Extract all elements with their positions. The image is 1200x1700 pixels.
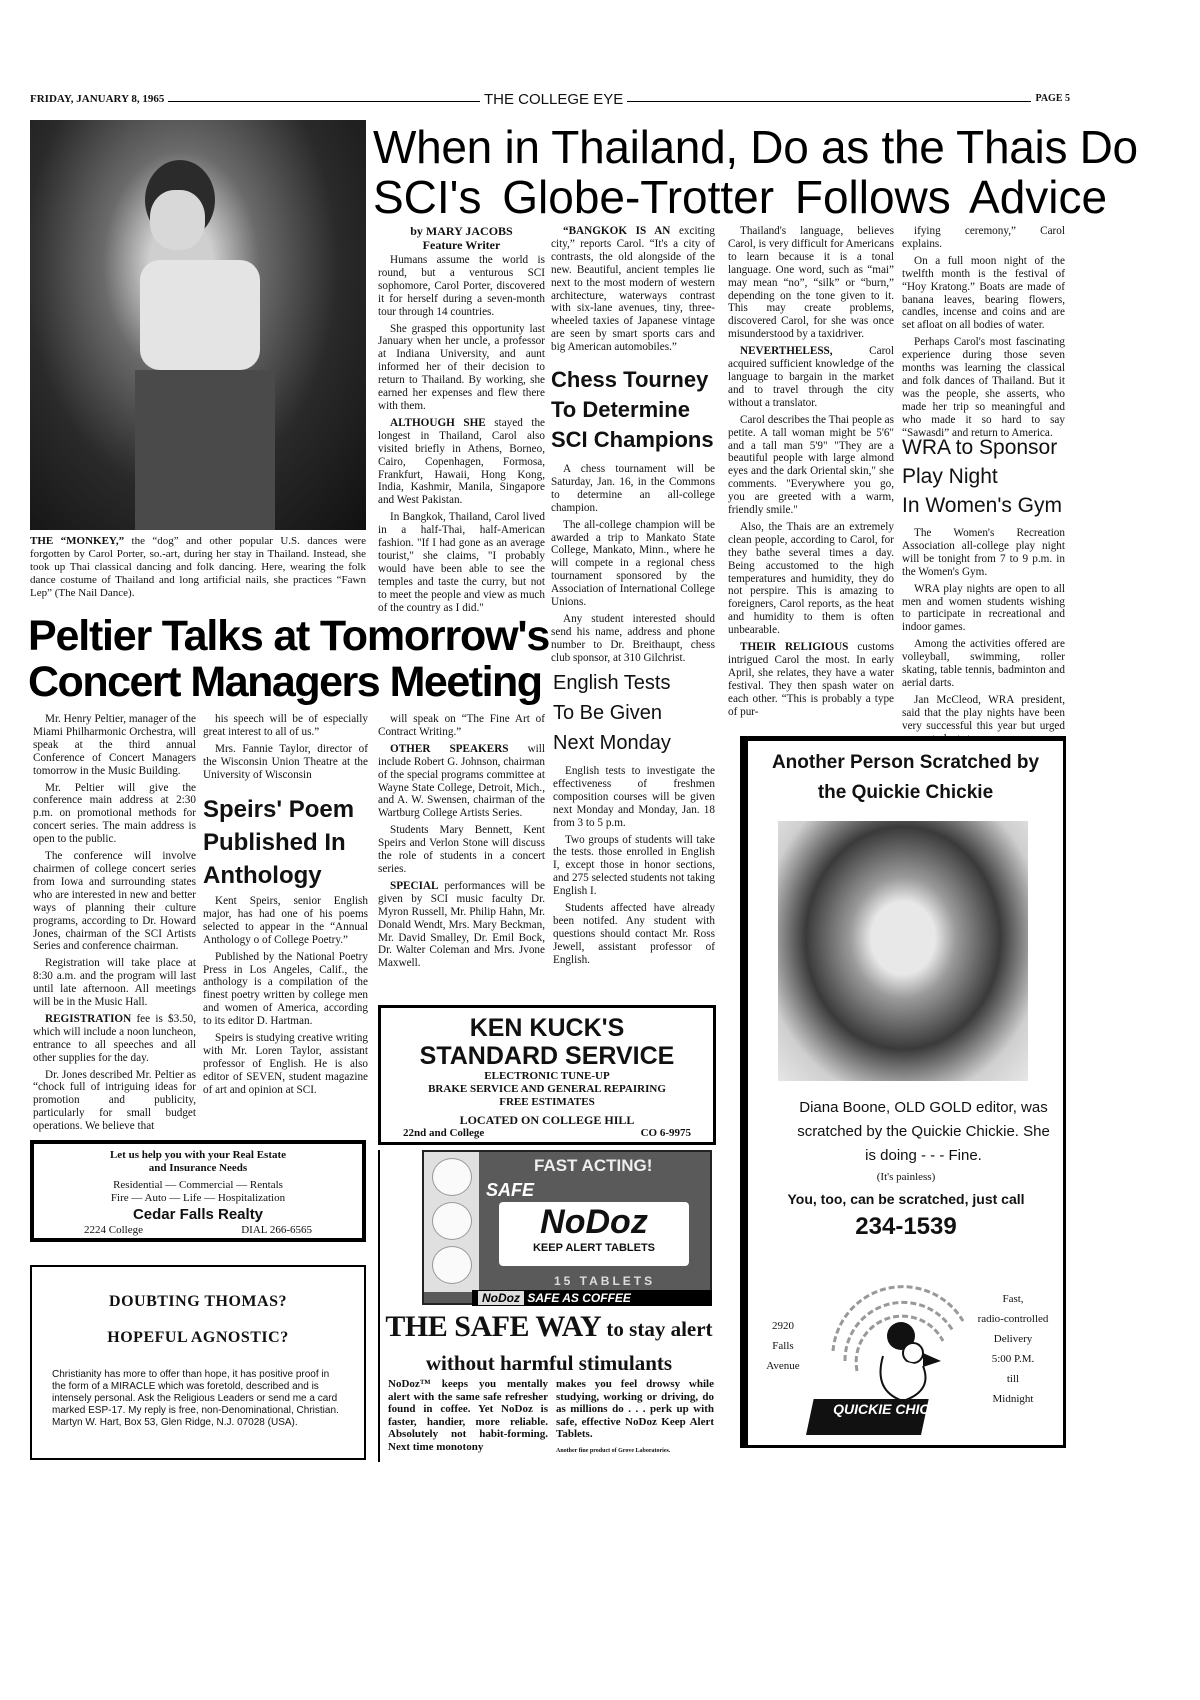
paragraph — [378, 417, 545, 507]
headline-line-2: without harmful stimulants — [425, 1351, 673, 1375]
article-body — [378, 254, 545, 614]
ad-body: Christianity has more to offer than hope, it has positive proof in the form of a MIRACLE which was foretold, described and is intensely personal. Ask the Religious Leaders or send me a card marked ESP-17. My reply is free, non-Denominational, Christian. Martyn W. Hart, Box 53, Glen Ridge, N.J. 07028 (USA). — [52, 1369, 339, 1428]
article-body — [902, 527, 1065, 746]
paragraph-text: Students Mary Bennett, Kent Speirs and Verlon Stone will discuss the role of students in a concert series. — [378, 824, 545, 875]
paragraph-text: ifying ceremony,” Carol explains. — [902, 225, 1065, 250]
delivery-line: 5:00 P.M. — [991, 1353, 1035, 1365]
fast-acting: FAST ACTING! — [534, 1156, 653, 1175]
paragraph-text: his speech will be of especially great interest to all of us.” — [203, 713, 368, 738]
address-line: Falls — [772, 1340, 794, 1352]
paragraph — [728, 641, 894, 718]
nodoz-small-brand: NoDoz — [478, 1291, 524, 1305]
paragraph — [33, 713, 196, 778]
paragraph-text: Kent Speirs, senior English major, has had one of his poems selected to appear in the “Annual Anthology o of College Poetry.” — [203, 895, 368, 946]
byline-role: Feature Writer — [422, 238, 501, 252]
paragraph — [203, 713, 368, 739]
logo-text: QUICKIE CHICKIE — [833, 1401, 953, 1417]
paragraph — [551, 519, 715, 609]
english-headline-line: English Tests — [553, 672, 671, 694]
paragraph-text: WRA play nights are open to all men and women students wishing to participate in recreational and indoor games. — [902, 582, 1065, 634]
ad-business-name: Cedar Falls Realty — [132, 1206, 264, 1223]
issue-date: FRIDAY, JANUARY 8, 1965 — [30, 93, 168, 105]
nodoz-package — [422, 1150, 712, 1305]
paragraph-text: On a full moon night of the twelfth month is the festival of “Hoy Kratong.” Boats are made of banana leaves, bearing flowers, candles, incense and coins and are set afloat on all bodies of water. — [902, 254, 1065, 332]
english-headline-line: Next Monday — [553, 732, 671, 754]
paragraph — [378, 254, 545, 319]
paragraph — [203, 743, 368, 782]
paragraph — [553, 834, 715, 899]
paragraph-text: will include Robert G. Johnson, chairman of the special programs committee at Wayne State College, Detroit, Mich., and A. W. Swensen, chairman of the Wartburg College Artists Series. — [378, 742, 545, 820]
delivery-line: till — [1006, 1373, 1020, 1385]
ad-title: DOUBTING THOMAS? — [109, 1293, 287, 1310]
wra-headline-line: In Women's Gym — [902, 494, 1062, 517]
delivery-line: Fast, — [1002, 1293, 1024, 1305]
paragraph — [551, 463, 715, 515]
ad-line: Fire — Auto — Life — Hospitalization — [110, 1192, 286, 1204]
thailand-col-3 — [728, 225, 894, 725]
paragraph-lead: THEIR RELIGIOUS — [740, 641, 849, 654]
article-body — [203, 713, 368, 782]
thailand-subheadline: SCI's Globe-Trotter Follows Advice — [373, 171, 1108, 223]
paragraph-text: Mr. Henry Peltier, manager of the Miami Philharmonic Orchestra, will speak at the third annual Conference of Concert Managers tomorrow in the Music Building. — [33, 713, 196, 777]
paragraph-text: Any student interested should send his name, address and phone number to Dr. Breithaupt, chess club sponsor, at 310 Gilchrist. — [551, 612, 715, 664]
paragraph — [33, 850, 196, 953]
speirs-headline-line: Published In — [203, 829, 346, 856]
ad-call: You, too, can be scratched, just call — [787, 1191, 1025, 1207]
ad-painless: (It's painless) — [876, 1171, 936, 1183]
chicken-logo — [823, 1261, 973, 1441]
wra-headline-line: WRA to Sponsor — [902, 436, 1058, 459]
paragraph — [551, 225, 715, 354]
paragraph-text: Dr. Jones described Mr. Peltier as “chock full of intriguing ideas for promotion and publicity, particularly for small budget operations. We believe that — [33, 1068, 196, 1133]
paragraph-text: Thailand's language, believes Carol, is very difficult for Americans to learn because it is a tonal language. One word, such as “mai” may mean “no”, “silk” or “burn,” depending on the tone given to it. This may create problems, discovered Carol, for she was once misunderstood by a taxidriver. — [728, 225, 894, 341]
article-body — [553, 765, 715, 967]
paragraph — [378, 323, 545, 413]
ad-address: 2224 College — [84, 1224, 143, 1236]
thailand-col-4 — [902, 225, 1065, 439]
paragraph — [728, 521, 894, 637]
ad-phone: CO 6-9975 — [640, 1127, 691, 1139]
caption-text: the “dog” and other popular U.S. dances were forgotten by Carol Porter, so.-art, during her stay in Thailand. Instead, she took up Thai classical dancing and folk dancing. Here, wearing the folk dance costume of Thailand and long artificial nails, she practices “Fawn Lep” (The Nail Dance). — [30, 535, 366, 599]
ad-location: LOCATED ON COLLEGE HILL — [459, 1113, 635, 1127]
doubting-thomas-ad — [30, 1265, 366, 1460]
quickie-chickie-ad — [740, 736, 1066, 1448]
paragraph-text: Mrs. Fannie Taylor, director of the Wisconsin Union Theatre at the University of Wisconsin — [203, 742, 368, 781]
paragraph-text: She grasped this opportunity last January when her uncle, a professor at Indiana University, and aunt informed her of their decision to return to Thailand. By working, she earned her expenses and flew there with them. — [378, 322, 545, 412]
paragraph-text: Students affected have already been notifed. Any student with questions should contact Mr. Ross Jewell, assistant professor of English. — [553, 902, 715, 966]
paragraph-text: fee is $3.50, which will include a noon luncheon, entrance to all speeches and all other supplies for the day. — [33, 1012, 196, 1064]
paragraph-lead: OTHER SPEAKERS — [390, 742, 509, 755]
ad-business-name: KEN KUCK'S — [469, 1014, 625, 1042]
paragraph-text: customs intrigued Carol the most. In early April, she relates, they have a water festival. They then spash water on each other. “This is probably a type of pur- — [728, 641, 894, 718]
paragraph — [553, 765, 715, 830]
chess-headline-line: To Determine — [551, 397, 690, 422]
paragraph-lead: NEVERTHELESS, — [740, 345, 833, 358]
safe-as-coffee: SAFE AS COFFEE — [527, 1291, 631, 1305]
article-body — [378, 713, 545, 970]
ad-address — [753, 1316, 813, 1376]
paragraph — [378, 511, 545, 614]
paragraph-text: The all-college champion will be awarded a trip to Mankato State College, Mankato, Minn., where he will compete in a regional chess tournament sponsored by the Association of International College Unions. — [551, 518, 715, 609]
peltier-col-3 — [378, 713, 545, 1003]
ad-headline: Another Person Scratched by the Quickie Chickie — [771, 752, 1040, 803]
paragraph-text: Published by the National Poetry Press in Los Angeles, Calif., the anthology is a compilation of the finest poetry written by college men and women of America, according to its editor D. Hartman. — [203, 950, 368, 1028]
paragraph — [902, 583, 1065, 635]
paragraph — [553, 902, 715, 967]
nodoz-brand: NoDoz — [540, 1203, 648, 1241]
peltier-headline: Peltier Talks at Tomorrow's — [28, 612, 550, 660]
article-body — [203, 895, 368, 1097]
nodoz-label — [499, 1202, 689, 1266]
english-headline — [553, 668, 723, 758]
chess-article — [551, 463, 715, 668]
thailand-col-1 — [378, 224, 545, 614]
ad-address: 22nd and College — [403, 1127, 485, 1139]
peltier-col-1 — [33, 713, 196, 1138]
paragraph — [902, 255, 1065, 332]
chess-headline-line: SCI Champions — [551, 427, 714, 452]
paragraph-lead: REGISTRATION — [45, 1012, 132, 1025]
paragraph — [33, 1013, 196, 1065]
paragraph-text: A chess tournament will be Saturday, Jan. 16, in the Commons to determine an all-college champion. — [551, 463, 715, 514]
caption-lead: THE “MONKEY,” — [30, 535, 125, 547]
masthead — [30, 92, 1070, 110]
paragraph — [203, 1032, 368, 1097]
article-body — [902, 225, 1065, 440]
wra-headline — [902, 433, 1072, 520]
speirs-headline — [203, 793, 373, 892]
peltier-subheadline: Concert Managers Meeting — [28, 658, 542, 706]
article-body — [551, 225, 715, 354]
cedar-falls-realty-ad — [30, 1140, 366, 1242]
delivery-line: radio-controlled — [977, 1313, 1049, 1325]
paragraph-text: stayed the longest in Thailand, Carol also visited briefly in Athens, Borneo, Cairo, Copenhagen, Formosa, Frankfurt, Hawaii, Hong Kong, India, Kashmir, Manila, Singapore and West Pakistan. — [378, 416, 545, 507]
byline: by MARY JACOBS — [410, 224, 513, 238]
paragraph — [203, 951, 368, 1028]
paragraph-text: Also, the Thais are an extremely clean people, according to Carol, for they bathe several times a day. Being accustomed to the high temperatures and humidity, they do not perspire. This is amazing to foreigners, Carol reports, as the heat and humidity to them is often unbearable. — [728, 520, 894, 637]
ad-title: HOPEFUL AGNOSTIC? — [107, 1329, 289, 1346]
tablet-count: 15 TABLETS — [554, 1274, 656, 1288]
headline-small: to stay alert — [601, 1317, 713, 1341]
paragraph-text: will speak on “The Fine Art of Contract Writing.” — [378, 713, 545, 738]
paragraph — [728, 225, 894, 341]
address-line: 2920 — [772, 1320, 794, 1332]
paragraph — [33, 782, 196, 847]
nodoz-headline — [380, 1310, 718, 1377]
page-number: PAGE 5 — [1031, 93, 1070, 104]
speirs-article — [203, 895, 368, 1138]
delivery-line: Delivery — [993, 1333, 1033, 1345]
paragraph-text: Perhaps Carol's most fascinating experience during those seven months was learning the classical and folk dances of Thailand. But it was the people, she asserts, who made her trip so meaningful and who made it so hard to say “Sawasdi” and return to America. — [902, 336, 1065, 439]
tablets-strip — [424, 1152, 479, 1292]
nodoz-ad — [378, 1150, 716, 1462]
thailand-col-2 — [551, 225, 715, 365]
speirs-headline-line: Anthology — [203, 862, 322, 889]
article-body — [728, 225, 894, 719]
wra-headline-line: Play Night — [902, 465, 998, 488]
paragraph — [551, 613, 715, 665]
paragraph-text: Carol describes the Thai people as petite. A tall woman might be 5'6" and a tall man 5'9" "They are a beautiful people with large almond eyes and the dark Oriental skin," she comments. "Everywhere you go, you are greeted with a warm, friendly smile." — [728, 413, 894, 517]
dancer-photo — [30, 120, 366, 530]
paragraph-text: English tests to investigate the effectiveness of freshmen composition courses will be given next Monday and Monday, Jan. 18 from 3 to 5 p.m. — [553, 765, 715, 829]
paragraph-text: Jan McCleod, WRA president, said that the play nights have been very successful this year but urged — [902, 693, 1065, 732]
nodoz-body-1: NoDoz™ keeps you mentally alert with the same safe refresher found in coffee. Yet NoDoz is faster, handier, more reliable. Absolutely not habit-forming. Next time monotony — [388, 1378, 548, 1453]
ad-line: ELECTRONIC TUNE-UP — [484, 1070, 610, 1082]
ad-caption: Diana Boone, OLD GOLD editor, was scratched by the Quickie Chickie. She is doing - - - Fine. — [797, 1099, 1050, 1164]
paragraph-text: Two groups of students will take the tests. those enrolled in English I, except those in honor sections, and 275 selected students not taking English I. — [553, 833, 715, 898]
article-body — [551, 463, 715, 665]
paragraph-text: Registration will take place at 8:30 a.m. and the program will last until late afternoon. All meetings will be in the Music Hall. — [33, 957, 196, 1009]
paragraph-text: performances will be given by SCI music faculty Dr. Myron Russell, Mr. Philip Hahn, Mr. Donald Wendt, Mrs. Mary Beckman, Mr. David Smalley, Dr. Emil Bock, Dr. Walter Coleman and Mrs. Jvone Maxwell. — [378, 879, 545, 970]
safe-as-coffee-bar — [472, 1290, 712, 1306]
english-article — [553, 765, 715, 1005]
paper-name: THE COLLEGE EYE — [480, 91, 627, 108]
paragraph — [902, 527, 1065, 579]
ad-service-name: STANDARD SERVICE — [419, 1042, 675, 1070]
paragraph — [378, 880, 545, 970]
paragraph-lead: SPECIAL — [390, 879, 439, 892]
paragraph-text: Humans assume the world is round, but a venturous SCI sophomore, Carol Porter, discovered it for herself during a seven-month tour through 14 countries. — [378, 254, 545, 318]
chess-headline-line: Chess Tourney — [551, 367, 709, 392]
paragraph — [902, 225, 1065, 251]
paragraph-text: Carol acquired sufficient knowledge of the language to bargain in the market and to travel through the city without a translator. — [728, 345, 894, 409]
paragraph-text: Mr. Peltier will give the conference main address at 2:30 p.m. on promotional methods for concert series. The main address is open to the public. — [33, 781, 196, 846]
paragraph-text: The conference will involve chairmen of college concert series from Iowa and surrounding states who are interested in new and better ways of planning their culture programs, according to Dr. Howard Jones, chairman of the SCI Artists Series and conference chairman. — [33, 850, 196, 953]
ken-kucks-ad — [378, 1005, 716, 1145]
nodoz-tagline: KEEP ALERT TABLETS — [532, 1242, 656, 1254]
ad-phone: DIAL 266-6565 — [241, 1224, 312, 1236]
article-body — [33, 713, 196, 1133]
paragraph — [33, 1069, 196, 1134]
paragraph — [378, 824, 545, 876]
address-line: Avenue — [766, 1360, 800, 1372]
paragraph — [902, 336, 1065, 439]
paragraph-text: Speirs is studying creative writing with Mr. Loren Taylor, assistant professor of English. He is also editor of SEVEN, student magazine of art and opinion at SCI. — [203, 1032, 368, 1096]
peltier-col-2 — [203, 713, 368, 788]
ad-line: Residential — Commercial — Rentals — [113, 1179, 283, 1191]
thailand-headline: When in Thailand, Do as the Thais Do — [373, 121, 1138, 173]
photo-caption — [30, 535, 366, 600]
ad-delivery — [958, 1289, 1068, 1409]
paragraph-lead: “BANGKOK IS AN — [563, 225, 671, 237]
paragraph — [378, 743, 545, 820]
ad-line: FREE ESTIMATES — [499, 1096, 595, 1108]
paragraph — [33, 957, 196, 1009]
paragraph-text: exciting city,” reports Carol. “It's a city of contrasts, the old alongside of the new. Beautiful, ancient temples lie next to the most modern of western architecture, waterways contrast with six-lane avenues, tiny, three-wheeled taxies of Japanese vintage are seen by smart sports cars and big American automobiles.” — [551, 225, 716, 354]
wra-article — [902, 527, 1065, 732]
headline-big: THE SAFE WAY — [385, 1310, 602, 1343]
english-headline-line: To Be Given — [553, 702, 662, 724]
paragraph — [378, 713, 545, 739]
nodoz-body-2: makes you feel drowsy while studying, working or driving, do as millions do . . . perk up with safe, effective NoDoz Keep Alert Tablets. — [556, 1378, 714, 1440]
paragraph — [728, 414, 894, 517]
paragraph — [902, 638, 1065, 690]
ad-intro: Let us help you with your Real Estate and Insurance Needs — [109, 1149, 287, 1174]
paragraph — [728, 345, 894, 410]
paragraph-text: In Bangkok, Thailand, Carol lived in a half-Thai, half-American fashion. "If I had gone as an average tourist," she claims, "I probably would have been able to see the temples and taste the curry, but not to meet the people and view as much of the country as I did." — [378, 511, 545, 614]
paragraph-text: Among the activities offered are volleyball, swimming, roller skating, table tennis, badminton and aerial darts. — [902, 638, 1065, 689]
safe-label: SAFE — [486, 1180, 535, 1200]
paragraph-text: The Women's Recreation Association all-college play night will be tonight from 7 to 9 p.m. in the Women's Gym. — [902, 527, 1065, 578]
nodoz-footer: Another fine product of Grove Laboratories. — [556, 1448, 671, 1454]
paragraph-lead: ALTHOUGH SHE — [390, 416, 486, 429]
chess-headline — [551, 365, 715, 455]
ad-phone: 234-1539 — [855, 1213, 957, 1240]
delivery-line: Midnight — [992, 1393, 1034, 1405]
paragraph — [203, 895, 368, 947]
diana-boone-photo — [778, 821, 1028, 1081]
speirs-headline-line: Speirs' Poem — [203, 796, 355, 823]
ad-line: BRAKE SERVICE AND GENERAL REPAIRING — [428, 1083, 666, 1095]
